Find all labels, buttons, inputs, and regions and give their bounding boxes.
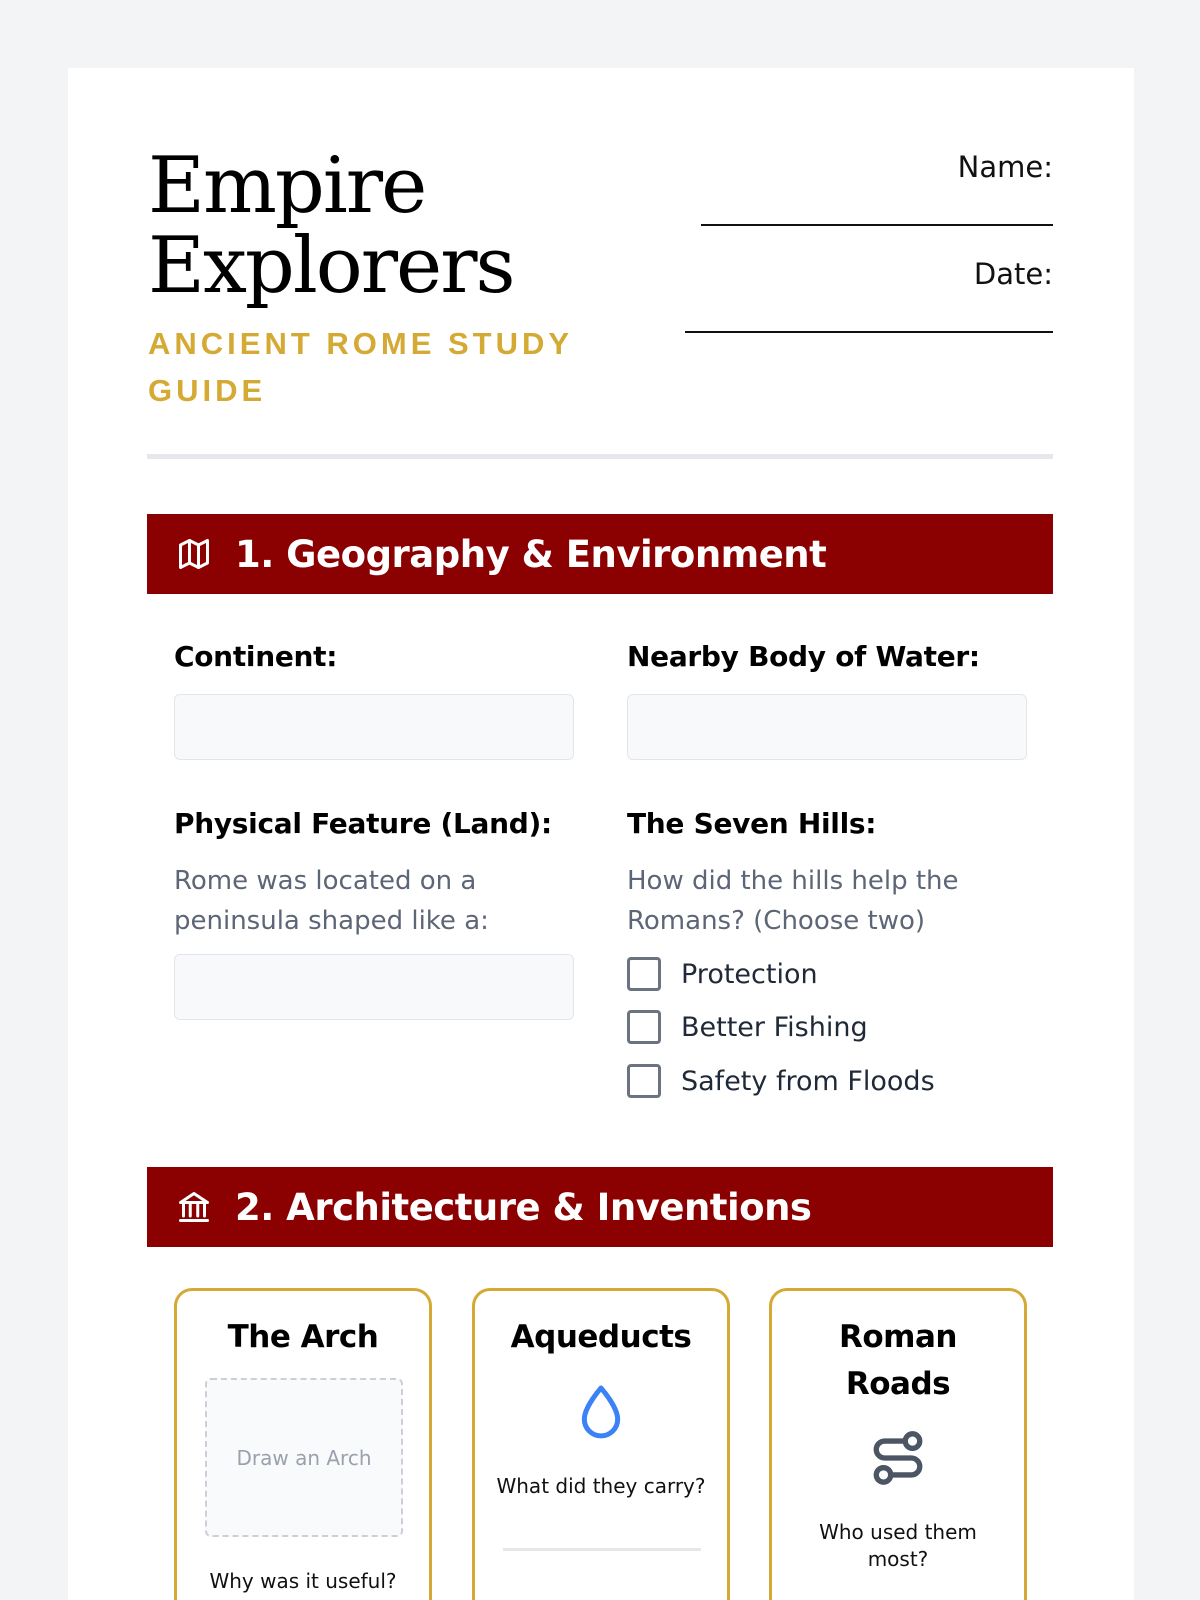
route-icon	[772, 1429, 1024, 1487]
continent-label: Continent:	[174, 640, 338, 673]
card-title: The Arch	[227, 1319, 379, 1355]
header-divider	[147, 454, 1053, 459]
card-title: Roman Roads	[839, 1319, 957, 1402]
option-label: Protection	[681, 958, 818, 990]
hills-hint: How did the hills help the Romans? (Choose two)	[627, 866, 959, 936]
water-drop-icon	[475, 1383, 727, 1443]
draw-area[interactable]	[205, 1378, 403, 1537]
card-the-arch	[174, 1288, 432, 1600]
card-question: What did they carry?	[496, 1474, 706, 1498]
option-label: Safety from Floods	[681, 1065, 935, 1097]
date-label: Date:	[973, 257, 1053, 291]
landmark-icon	[175, 1188, 213, 1226]
continent-field[interactable]	[174, 694, 574, 760]
name-label: Name:	[957, 150, 1053, 184]
section-architecture-title: 2. Architecture & Inventions	[235, 1185, 812, 1229]
card-question: Who used them most?	[819, 1520, 977, 1571]
draw-placeholder: Draw an Arch	[236, 1445, 372, 1470]
checkbox[interactable]	[627, 1010, 661, 1044]
page-title	[148, 141, 668, 311]
feature-hint: Rome was located on a peninsula shaped like a:	[174, 866, 489, 936]
water-field[interactable]	[627, 694, 1027, 760]
card-roman-roads	[769, 1288, 1027, 1600]
checkbox[interactable]	[627, 957, 661, 991]
checkbox[interactable]	[627, 1064, 661, 1098]
map-icon	[175, 535, 213, 573]
hills-label: The Seven Hills:	[627, 807, 877, 840]
option-safety-from-floods[interactable]	[627, 1064, 935, 1098]
water-label: Nearby Body of Water:	[627, 640, 980, 673]
title-line-2: Explorers	[148, 221, 514, 311]
answer-line[interactable]	[503, 1548, 701, 1551]
card-question: Why was it useful?	[209, 1569, 397, 1593]
option-better-fishing[interactable]	[627, 1010, 868, 1044]
option-label: Better Fishing	[681, 1011, 868, 1043]
card-aqueducts	[472, 1288, 730, 1600]
section-architecture-header	[147, 1167, 1053, 1247]
feature-field[interactable]	[174, 954, 574, 1020]
date-line[interactable]	[685, 331, 1053, 333]
title-line-1: Empire	[148, 141, 426, 231]
name-line[interactable]	[701, 224, 1053, 226]
feature-label: Physical Feature (Land):	[174, 807, 552, 840]
option-protection[interactable]	[627, 957, 818, 991]
section-geography-header	[147, 514, 1053, 594]
section-geography-title: 1. Geography & Environment	[235, 532, 827, 576]
card-title: Aqueducts	[510, 1319, 692, 1355]
page-subtitle: ANCIENT ROME STUDY GUIDE	[148, 326, 573, 408]
